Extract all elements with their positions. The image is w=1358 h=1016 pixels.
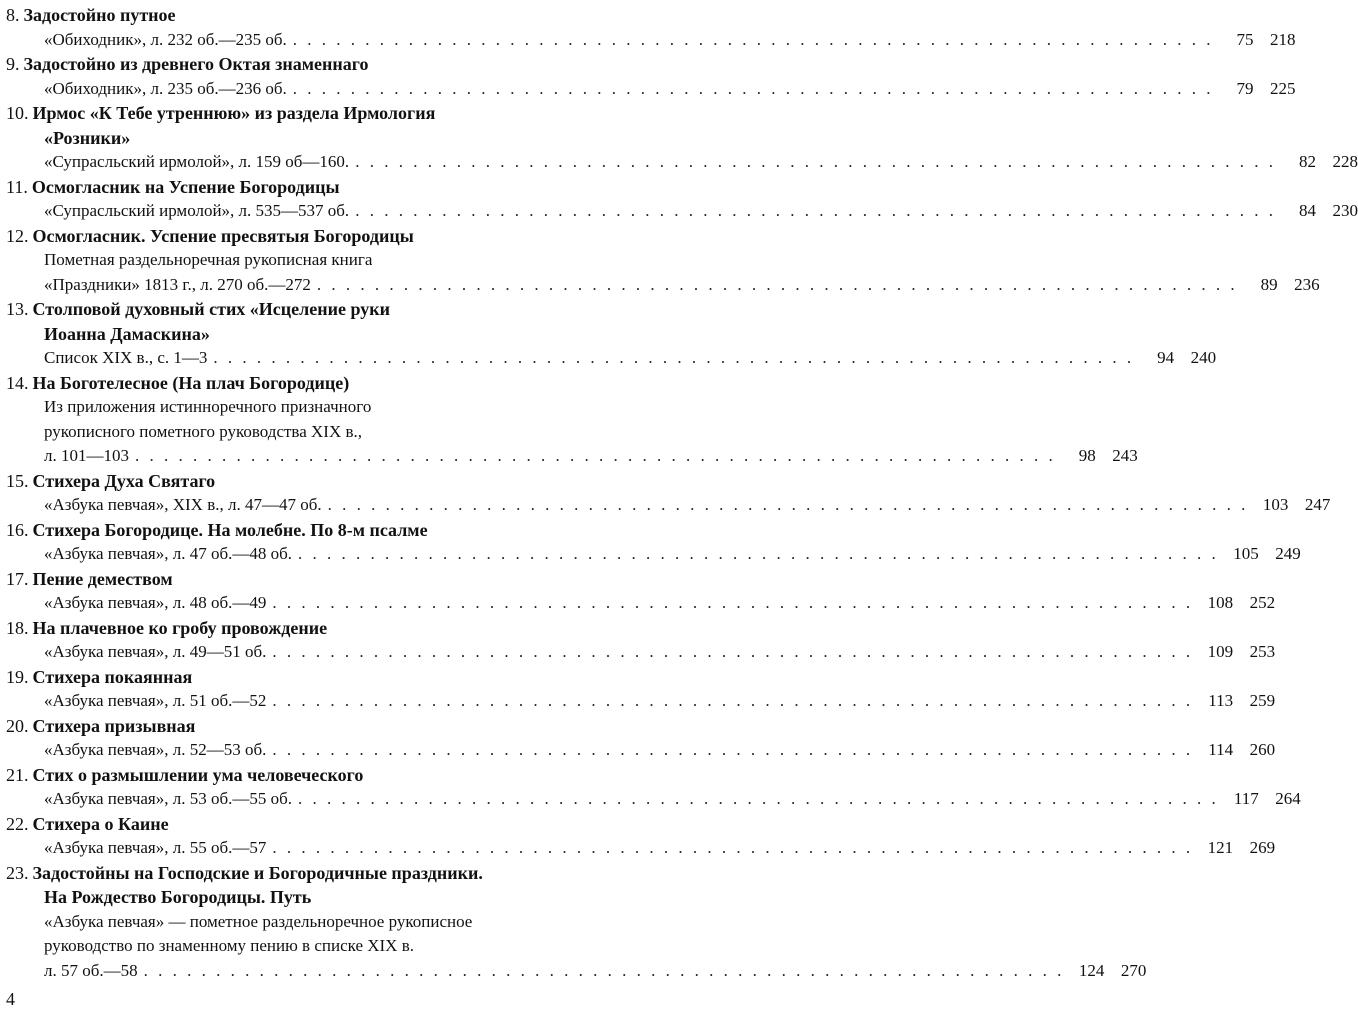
page-ref-1: 113 <box>1208 691 1234 710</box>
entry-number: 22. <box>6 813 29 834</box>
toc-entry <box>6 3 1296 52</box>
entry-title <box>6 763 636 788</box>
page-ref-2: 247 <box>1304 495 1331 514</box>
entry-title <box>6 469 636 494</box>
page-ref-1: 89 <box>1260 274 1278 294</box>
entry-title <box>6 52 636 77</box>
toc-entry <box>6 714 1276 763</box>
dot-leader: . . . . . . . . . . . . . . . . . . . . . . . . . . . . . . . . . . . . . . . . . . . . . . . . . . . . . . . . . . . . . . . . <box>213 348 1135 367</box>
entry-source-line: «Обиходник», л. 235 об.—236 об. <box>44 78 287 98</box>
dot-leader: . . . . . . . . . . . . . . . . . . . . . . . . . . . . . . . . . . . . . . . . . . . . . . . . . . . . . . . . . . . . . . . . <box>298 544 1219 563</box>
entry-title-line: Задостойно из древнего Октая знаменнаго <box>23 54 369 74</box>
entry-title-line: Стихера Духа Святаго <box>32 470 216 491</box>
page-ref-2: 269 <box>1249 838 1276 857</box>
entry-source-row <box>6 150 1358 175</box>
page-ref-1: 84 <box>1298 201 1316 220</box>
toc-entry <box>6 52 1296 101</box>
entry-title <box>6 714 636 739</box>
page-ref-1: 114 <box>1208 740 1234 759</box>
entry-source-line: «Азбука певчая», л. 47 об.—48 об. <box>44 544 293 563</box>
entry-number: 19. <box>6 666 29 687</box>
dot-leader: . . . . . . . . . . . . . . . . . . . . . . . . . . . . . . . . . . . . . . . . . . . . . . . . . . . . . . . . . . . . . . . . <box>272 838 1194 857</box>
entry-source-row <box>6 591 1276 616</box>
entry-title-line: Задостойно путное <box>23 5 176 25</box>
entry-title-line: Задостойны на Господские и Богородичные праздники. <box>32 862 483 883</box>
entry-source-row <box>6 787 1301 812</box>
toc-entry <box>6 224 1320 298</box>
dot-leader: . . . . . . . . . . . . . . . . . . . . . . . . . . . . . . . . . . . . . . . . . . . . . . . . . . . . . . . . . . . . . . . . <box>292 78 1214 98</box>
entry-title-line: Пение демеством <box>32 568 173 589</box>
entry-title-line: Стих о размышлении ума человеческого <box>32 764 364 785</box>
dot-leader: . . . . . . . . . . . . . . . . . . . . . . . . . . . . . . . . . . . . . . . . . . . . . . . . . . . . . . . . . . . . . . . . <box>272 691 1194 710</box>
entry-source-row <box>6 738 1276 763</box>
toc-entry <box>6 297 1217 371</box>
entry-source-line: «Азбука певчая», л. 52—53 об. <box>44 740 267 759</box>
entry-title-line: Ирмос «К Тебе утреннюю» из раздела Ирмология <box>32 103 436 123</box>
dot-leader: . . . . . . . . . . . . . . . . . . . . . . . . . . . . . . . . . . . . . . . . . . . . . . . . . . . . . . . . . . . . . . . . <box>143 960 1065 980</box>
page-ref-1: 103 <box>1262 495 1289 514</box>
entry-source-row <box>6 444 1138 469</box>
entry-title <box>6 371 636 396</box>
page-ref-1: 117 <box>1233 789 1259 808</box>
entry-number: 10. <box>6 103 29 123</box>
entry-number: 9. <box>6 54 20 74</box>
entry-title <box>6 224 636 249</box>
page-ref-1: 108 <box>1207 593 1234 612</box>
entry-source-line: «Азбука певчая», л. 48 об.—49 <box>44 593 267 612</box>
entry-source-line: «Супрасльский ирмолой», л. 159 об—160. <box>44 152 350 171</box>
page-ref-1: 82 <box>1298 152 1316 171</box>
entry-source-row <box>6 346 1217 371</box>
table-of-contents <box>6 3 1358 983</box>
entry-number: 17. <box>6 568 29 589</box>
entry-number: 12. <box>6 225 29 246</box>
entry-title-line: Стихера покаянная <box>32 666 193 687</box>
entry-title <box>6 297 636 346</box>
toc-entry <box>6 665 1276 714</box>
entry-title <box>6 101 636 150</box>
toc-entry <box>6 371 1138 469</box>
page-ref-1: 98 <box>1078 446 1096 465</box>
entry-source-line: Из приложения истинноречного призначного <box>44 397 372 416</box>
dot-leader: . . . . . . . . . . . . . . . . . . . . . . . . . . . . . . . . . . . . . . . . . . . . . . . . . . . . . . . . . . . . . . . . <box>272 740 1194 759</box>
entry-title-line: Стихера призывная <box>32 715 196 736</box>
entry-source-line: «Обиходник», л. 232 об.—235 об. <box>44 29 287 49</box>
entry-title-line: Стихера Богородице. На молебне. По 8-м псалме <box>32 519 428 540</box>
entry-title <box>6 812 636 837</box>
entry-title-line: Стихера о Каине <box>32 813 169 834</box>
entry-title-line: Осмогласник на Успение Богородицы <box>31 176 340 197</box>
dot-leader: . . . . . . . . . . . . . . . . . . . . . . . . . . . . . . . . . . . . . . . . . . . . . . . . . . . . . . . . . . . . . . . . <box>327 495 1249 514</box>
entry-number: 21. <box>6 764 29 785</box>
entry-source-line: «Праздники» 1813 г., л. 270 об.—272 <box>44 274 311 294</box>
dot-leader: . . . . . . . . . . . . . . . . . . . . . . . . . . . . . . . . . . . . . . . . . . . . . . . . . . . . . . . . . . . . . . . . <box>316 274 1238 294</box>
entry-number: 14. <box>6 372 29 393</box>
toc-entry <box>6 616 1276 665</box>
entry-source-line: рукописного пометного руководства XIX в., <box>44 421 363 441</box>
page-ref-2: 260 <box>1249 740 1276 759</box>
page-number: 4 <box>6 989 15 1009</box>
entry-source-row <box>6 28 1296 53</box>
dot-leader: . . . . . . . . . . . . . . . . . . . . . . . . . . . . . . . . . . . . . . . . . . . . . . . . . . . . . . . . . . . . . . . . <box>355 152 1276 171</box>
entry-number: 16. <box>6 519 29 540</box>
entry-source-line: «Супрасльский ирмолой», л. 535—537 об. <box>44 201 350 220</box>
entry-title <box>6 861 636 910</box>
toc-entry <box>6 861 1147 984</box>
dot-leader: . . . . . . . . . . . . . . . . . . . . . . . . . . . . . . . . . . . . . . . . . . . . . . . . . . . . . . . . . . . . . . . . <box>272 593 1194 612</box>
page-ref-1: 79 <box>1236 78 1254 98</box>
entry-number: 11. <box>6 176 28 197</box>
page-ref-1: 124 <box>1078 960 1105 980</box>
entry-title <box>6 175 636 200</box>
page-ref-2: 218 <box>1270 29 1296 49</box>
entry-source-line: л. 101—103 <box>44 446 129 465</box>
entry-title-line: Осмогласник. Успение пресвятыя Богородицы <box>32 225 414 246</box>
page-ref-2: 270 <box>1120 960 1147 980</box>
toc-entry <box>6 518 1301 567</box>
entry-source-row <box>6 273 1320 298</box>
page-ref-2: 240 <box>1190 348 1217 367</box>
entry-source-line: «Азбука певчая», XIX в., л. 47—47 об. <box>44 495 322 514</box>
entry-source-row <box>6 493 1331 518</box>
entry-source-line: Пометная раздельноречная рукописная книга <box>44 250 373 269</box>
entry-title-line: На плачевное ко гробу провождение <box>32 617 328 638</box>
entry-source-line: Список XIX в., с. 1—3 <box>44 348 208 367</box>
entry-title <box>6 518 636 543</box>
dot-leader: . . . . . . . . . . . . . . . . . . . . . . . . . . . . . . . . . . . . . . . . . . . . . . . . . . . . . . . . . . . . . . . . <box>355 201 1276 220</box>
entry-source-row <box>6 836 1276 861</box>
entry-source-row <box>6 959 1147 984</box>
page-ref-1: 121 <box>1207 838 1234 857</box>
entry-number: 20. <box>6 715 29 736</box>
toc-entry <box>6 469 1331 518</box>
page-ref-1: 94 <box>1157 348 1175 367</box>
page-ref-2: 264 <box>1275 789 1301 808</box>
dot-leader: . . . . . . . . . . . . . . . . . . . . . . . . . . . . . . . . . . . . . . . . . . . . . . . . . . . . . . . . . . . . . . . . <box>292 29 1214 49</box>
page-ref-2: 259 <box>1249 691 1276 710</box>
page-ref-2: 230 <box>1332 201 1358 220</box>
dot-leader: . . . . . . . . . . . . . . . . . . . . . . . . . . . . . . . . . . . . . . . . . . . . . . . . . . . . . . . . . . . . . . . . <box>272 642 1194 661</box>
entry-source-line: «Азбука певчая» — пометное раздельноречное рукописное <box>44 911 473 931</box>
entry-source-line: «Азбука певчая», л. 51 об.—52 <box>44 691 267 710</box>
entry-title-line: «Розники» <box>44 127 131 148</box>
entry-title-line: Иоанна Дамаскина» <box>44 323 210 344</box>
page-ref-2: 228 <box>1332 152 1358 171</box>
toc-entry <box>6 763 1301 812</box>
page-ref-2: 236 <box>1294 274 1320 294</box>
page-ref-1: 105 <box>1233 544 1259 563</box>
entry-title-line: Столповой духовный стих «Исцеление руки <box>32 299 390 319</box>
entry-title <box>6 567 636 592</box>
entry-title-line: На Боготелесное (На плач Богородице) <box>32 372 350 393</box>
page-ref-2: 243 <box>1112 446 1138 465</box>
page-ref-2: 253 <box>1249 642 1276 661</box>
entry-title-line: На Рождество Богородицы. Путь <box>44 887 312 907</box>
toc-entry <box>6 812 1276 861</box>
page-ref-1: 75 <box>1236 29 1254 49</box>
page-ref-2: 225 <box>1270 78 1296 98</box>
entry-title <box>6 3 636 28</box>
entry-source-row <box>6 199 1358 224</box>
entry-source-row <box>6 77 1296 102</box>
entry-source-line: «Азбука певчая», л. 49—51 об. <box>44 642 267 661</box>
page-ref-2: 249 <box>1275 544 1301 563</box>
page-ref-2: 252 <box>1249 593 1276 612</box>
page-ref-1: 109 <box>1207 642 1234 661</box>
entry-title <box>6 616 636 641</box>
toc-entry <box>6 567 1276 616</box>
entry-title <box>6 665 636 690</box>
entry-number: 13. <box>6 299 29 319</box>
entry-source-line: «Азбука певчая», л. 53 об.—55 об. <box>44 789 293 808</box>
entry-source-row <box>6 542 1301 567</box>
entry-number: 8. <box>6 5 20 25</box>
entry-source-row <box>6 689 1276 714</box>
entry-source-line: л. 57 об.—58 <box>44 960 138 980</box>
entry-source-line: руководство по знаменному пению в списке XIX в. <box>44 936 414 955</box>
entry-number: 23. <box>6 862 29 883</box>
dot-leader: . . . . . . . . . . . . . . . . . . . . . . . . . . . . . . . . . . . . . . . . . . . . . . . . . . . . . . . . . . . . . . . . <box>134 446 1056 465</box>
dot-leader: . . . . . . . . . . . . . . . . . . . . . . . . . . . . . . . . . . . . . . . . . . . . . . . . . . . . . . . . . . . . . . . . <box>298 789 1219 808</box>
entry-source-row <box>6 640 1276 665</box>
entry-number: 15. <box>6 470 29 491</box>
entry-source-line: «Азбука певчая», л. 55 об.—57 <box>44 838 267 857</box>
toc-entry <box>6 175 1358 224</box>
entry-number: 18. <box>6 617 29 638</box>
toc-entry <box>6 101 1358 175</box>
